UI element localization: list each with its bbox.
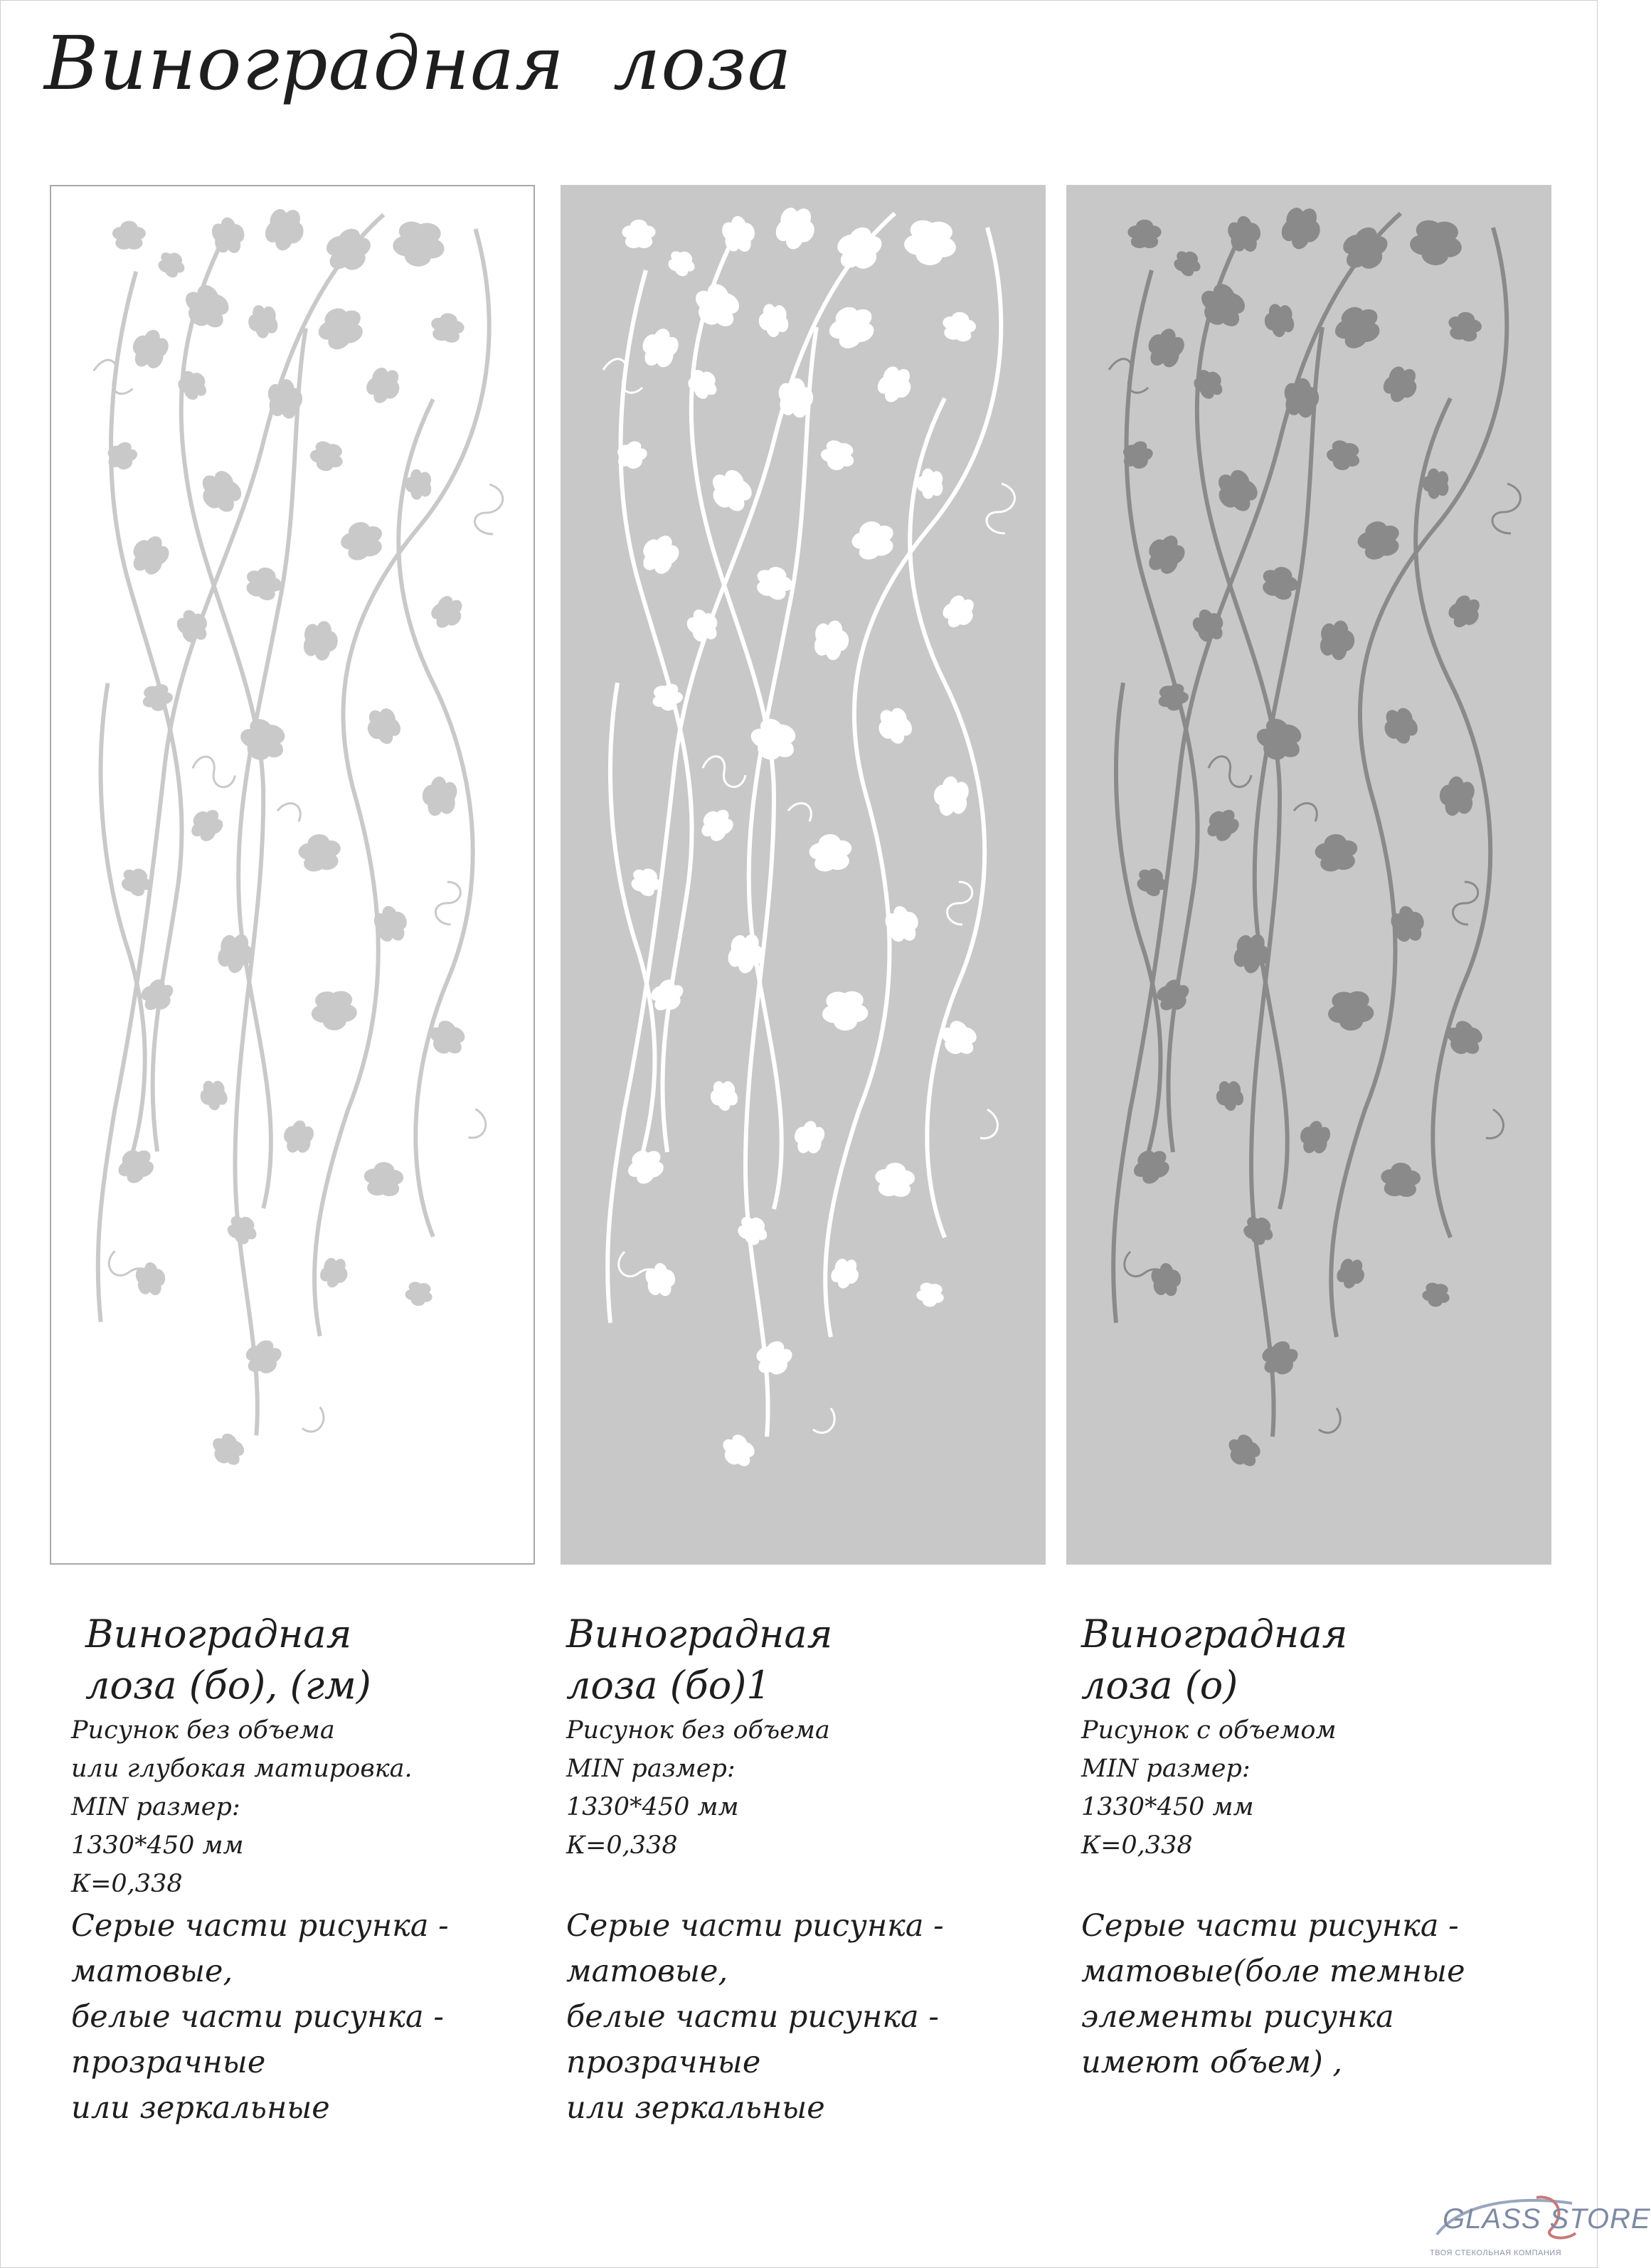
vine-leaf [1295, 1117, 1333, 1159]
vine-leaf [1278, 201, 1327, 254]
vine-tendril [788, 803, 811, 821]
vine-leaf [261, 203, 310, 255]
vine-stem [621, 270, 692, 1152]
vine-leaf [938, 590, 981, 634]
vine-leaf [196, 1077, 230, 1114]
vine-pattern [1066, 185, 1551, 1565]
caption-desc-line: Рисунок без объема [566, 1716, 830, 1745]
vine-leaf [916, 468, 943, 499]
caption-note-line: белые части рисунка - [71, 1999, 444, 2035]
vine-leaf [756, 301, 791, 339]
caption-title-line2: лоза (бо), (гм) [85, 1663, 371, 1708]
vine-leaf [307, 439, 347, 475]
vine-leaf [873, 361, 918, 408]
vine-leaf [682, 604, 725, 648]
vine-leaf [1324, 438, 1364, 474]
caption-note-line: прозрачные [566, 2045, 761, 2080]
glass-store-logo [1430, 2190, 1651, 2262]
vine-tendril [1453, 882, 1478, 925]
vine-tendril [193, 757, 235, 787]
caption-desc-line: 1330*450 мм [566, 1793, 739, 1821]
vine-leaf [622, 220, 655, 248]
vine-leaf [847, 516, 898, 563]
vine-stem [910, 398, 984, 1237]
vine-stem [825, 228, 1001, 1337]
caption-note-line: Серые части рисунка - [71, 1908, 449, 1944]
vine-leaf [1200, 802, 1244, 846]
vine-tendril [813, 1408, 834, 1433]
vine-leaf [279, 1117, 317, 1158]
caption-note-line: элементы рисунка [1081, 1999, 1394, 2035]
caption-bo-gm [71, 1609, 449, 2131]
caption-note-line: или зеркальные [566, 2090, 825, 2126]
vine-leaf [206, 1428, 250, 1472]
vine-leaf [931, 774, 971, 819]
vine-leaf [1238, 1210, 1279, 1250]
vine-stem [101, 683, 145, 1166]
vine-leaf [1155, 682, 1191, 714]
vine-leaf [193, 464, 248, 521]
vine-stem [1255, 327, 1322, 1209]
vine-leaf [209, 214, 249, 258]
caption-desc-line: 1330*450 мм [1081, 1793, 1254, 1821]
vine-leaf [172, 604, 214, 647]
vine-leaf [176, 278, 236, 338]
vine-leaf [1169, 245, 1206, 280]
vine-tendril [1319, 1408, 1340, 1433]
vine-leaf [1149, 1260, 1184, 1299]
vine-leaf [1313, 831, 1360, 873]
vine-stem [238, 329, 306, 1208]
vine-leaf [1328, 298, 1386, 353]
vine-pattern [561, 185, 1046, 1565]
vine-leaf [716, 1430, 760, 1474]
vine-leaf [1327, 991, 1374, 1031]
vine-leaf [1221, 1430, 1265, 1474]
caption-desc-line: К=0,338 [566, 1831, 678, 1860]
caption-title-line2: лоза (бо)1 [566, 1663, 771, 1708]
caption-note-line: Серые части рисунка - [566, 1908, 944, 1944]
vine-leaf [297, 831, 343, 873]
caption-desc-line: MIN размер: [71, 1793, 240, 1821]
vine-leaf [807, 831, 854, 873]
vine-leaf [643, 1260, 679, 1299]
vine-leaf [245, 302, 280, 341]
vine-leaf [874, 1161, 915, 1198]
vine-tendril [980, 1109, 997, 1139]
vine-panel-bo-1 [561, 185, 1046, 1565]
vine-leaf [391, 220, 447, 268]
caption-title-line1: Виноградная [85, 1612, 352, 1656]
caption-desc-line: или глубокая матировка. [71, 1755, 413, 1783]
caption-desc-line: MIN размер: [1081, 1755, 1251, 1783]
vine-tendril [703, 757, 745, 787]
vine-tendril [1209, 757, 1251, 787]
vine-leaf [733, 1210, 773, 1250]
caption-title-line1: Виноградная [1081, 1612, 1348, 1656]
vine-leaf [428, 311, 466, 345]
vine-leaf [634, 528, 684, 580]
vine-leaf [1320, 619, 1356, 661]
vine-stem [1116, 683, 1161, 1166]
vine-tendril [302, 1407, 324, 1432]
vine-stem [111, 272, 181, 1151]
vine-stem [610, 683, 655, 1166]
vine-leaf [404, 1281, 435, 1308]
vine-leaf [818, 438, 858, 474]
vine-stem [1127, 270, 1198, 1152]
caption-note-line: белые части рисунка - [566, 1999, 939, 2035]
vine-tendril [987, 484, 1015, 533]
vine-leaf [822, 298, 881, 353]
vine-panel-bo-gm [50, 185, 535, 1565]
vine-leaf [649, 682, 685, 714]
vine-stem [398, 399, 472, 1237]
vine-stem [749, 327, 817, 1209]
vine-tendril [1492, 484, 1521, 533]
logo-wordmark: GLASS STORE [1443, 2203, 1651, 2235]
vine-tendril [277, 804, 300, 822]
vine-leaf [814, 619, 850, 661]
caption-spacer [566, 1865, 944, 1903]
vine-leaf [1212, 1077, 1246, 1114]
vine-leaf [1379, 361, 1424, 408]
vine-leaf [420, 774, 460, 819]
vine-leaf [361, 362, 407, 410]
vine-leaf [915, 1282, 945, 1309]
vine-stem [314, 229, 489, 1336]
vine-leaf [664, 245, 700, 280]
vine-leaf [405, 469, 431, 500]
vine-leaf [363, 1161, 404, 1197]
vine-tendril [474, 484, 502, 534]
caption-note-line: или зеркальные [71, 2090, 330, 2126]
caption-note-line: прозрачные [71, 2045, 266, 2080]
caption-desc-line: К=0,338 [71, 1870, 183, 1898]
vine-leaf [112, 221, 146, 250]
vine-tendril [1486, 1109, 1503, 1139]
vine-panel-o [1066, 185, 1551, 1565]
caption-bo-1 [566, 1609, 944, 2131]
caption-title-line2: лоза (о) [1081, 1663, 1238, 1708]
caption-note-line: матовые, [71, 1954, 233, 1989]
vine-leaf [126, 324, 174, 374]
vine-leaf [827, 1254, 864, 1292]
vine-leaf [703, 463, 758, 519]
vine-leaf [336, 516, 388, 564]
vine-leaf [1333, 1254, 1369, 1292]
vine-leaf [1445, 309, 1483, 344]
vine-leaf [184, 802, 228, 846]
vine-leaf [240, 1336, 287, 1380]
vine-leaf [706, 1077, 740, 1114]
vine-leaf [719, 213, 760, 257]
vine-leaf [694, 802, 738, 846]
vine-leaf [1209, 463, 1264, 519]
vine-stem [1331, 228, 1507, 1337]
caption-desc-line: Рисунок с объемом [1081, 1716, 1337, 1745]
vine-leaf [1188, 604, 1231, 648]
logo-tagline: ТВОЯ СТЕКОЛЬНАЯ КОМПАНИЯ [1430, 2249, 1562, 2257]
vine-leaf [1443, 590, 1487, 634]
vine-leaf [1421, 1282, 1451, 1309]
vine-tendril [1294, 803, 1317, 821]
page-title: Виноградная лоза [44, 20, 792, 107]
vine-leaf [790, 1117, 827, 1159]
vine-leaf [1141, 323, 1189, 373]
caption-desc-line: К=0,338 [1081, 1831, 1193, 1860]
caption-note-line: матовые(боле темные [1081, 1954, 1465, 1989]
vine-leaf [1256, 1336, 1304, 1382]
vine-leaf [1380, 1161, 1421, 1198]
caption-desc-line: Рисунок без объема [71, 1716, 335, 1745]
vine-leaf [1422, 468, 1448, 499]
vine-leaf [940, 309, 977, 344]
vine-tendril [435, 882, 460, 925]
vine-leaf [311, 991, 358, 1031]
vine-tendril [947, 882, 972, 925]
vine-leaf [133, 1260, 169, 1299]
caption-title-line1: Виноградная [566, 1612, 833, 1656]
caption-note-line: имеют объем) , [1081, 2045, 1343, 2080]
vine-leaf [223, 1209, 262, 1249]
vine-leaf [686, 277, 747, 336]
vine-leaf [871, 702, 916, 749]
vine-leaf [317, 1253, 353, 1292]
vine-leaf [1225, 213, 1265, 257]
vine-leaf [361, 703, 405, 750]
caption-desc-line: 1330*450 мм [71, 1831, 244, 1860]
vine-leaf [124, 529, 175, 581]
caption-o [1081, 1609, 1465, 2085]
vine-leaf [1140, 528, 1190, 580]
caption-note-line: Серые части рисунка - [1081, 1908, 1459, 1944]
vine-leaf [426, 591, 469, 635]
vine-leaf [1192, 277, 1253, 336]
vine-leaf [750, 1336, 798, 1382]
vine-leaf [635, 323, 683, 373]
vine-leaf [772, 201, 822, 254]
caption-desc-line: MIN размер: [566, 1755, 736, 1783]
vine-leaf [312, 299, 370, 355]
vine-leaf [1262, 301, 1297, 339]
vine-leaf [1437, 774, 1477, 819]
vine-tendril [469, 1109, 486, 1137]
vine-leaf [822, 991, 869, 1031]
caption-note-line: матовые, [566, 1954, 728, 1989]
vine-leaf [903, 219, 958, 268]
vine-leaf [1353, 516, 1404, 563]
vine-leaf [1127, 220, 1161, 248]
vine-leaf [1408, 219, 1464, 268]
vine-leaf [140, 682, 175, 714]
vine-leaf [303, 619, 339, 661]
vine-pattern [51, 186, 533, 1563]
vine-leaf [1377, 702, 1422, 749]
caption-spacer [1081, 1865, 1465, 1903]
vine-leaf [154, 246, 189, 282]
vine-stem [1416, 398, 1490, 1237]
